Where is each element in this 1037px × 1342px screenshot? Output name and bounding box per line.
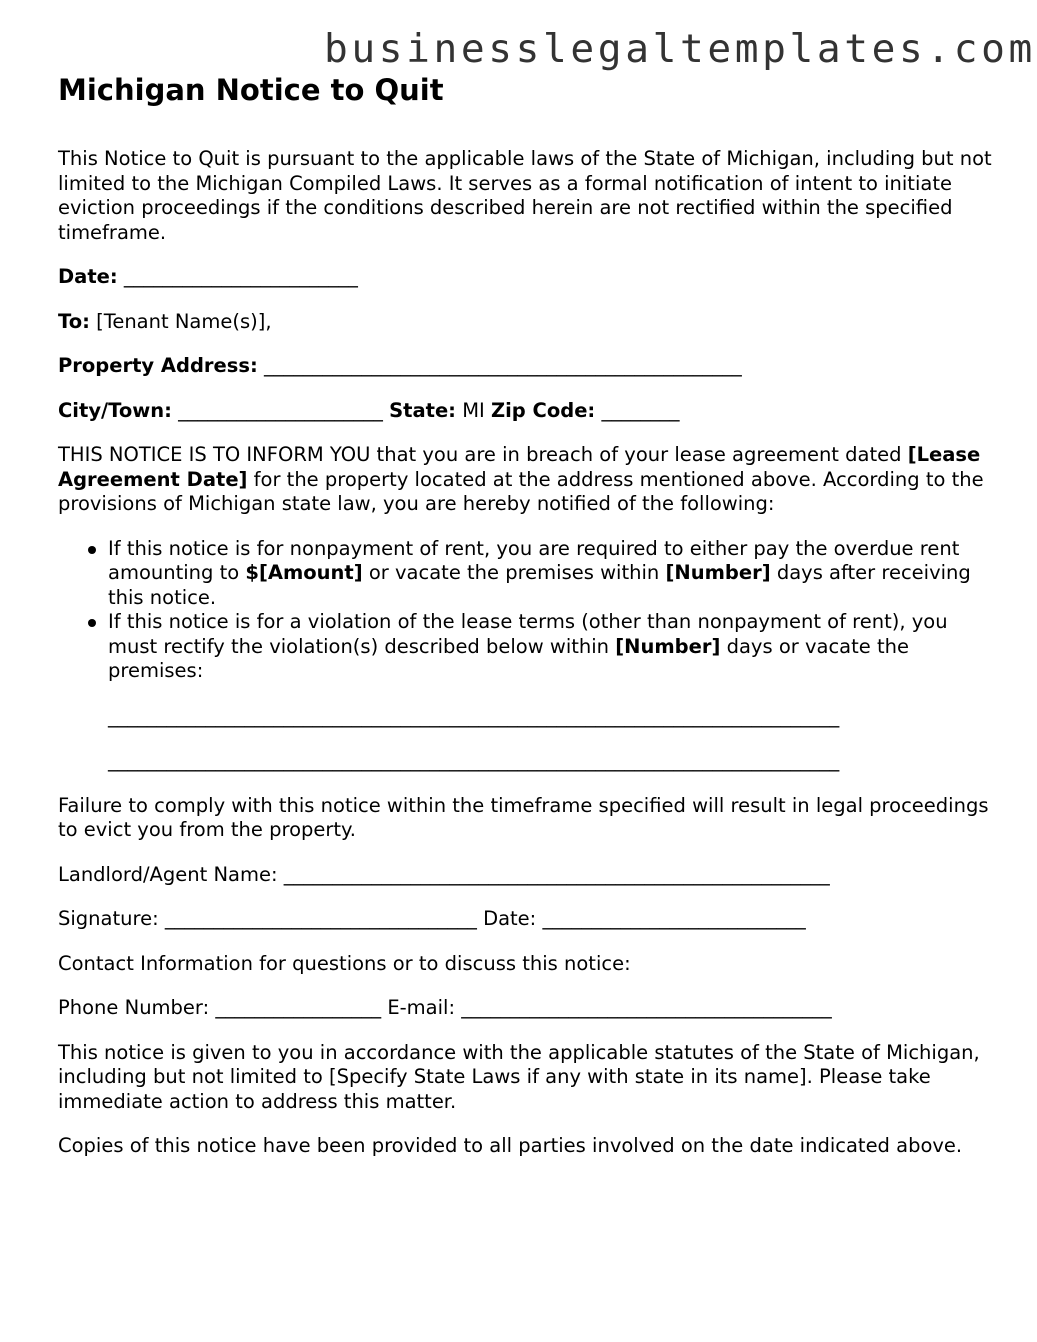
statutes-paragraph: This notice is given to you in accordance with the applicable statutes of the State of Michigan, including but not limited to [Specify State Laws if any with state in its name]. Please take immediate action to address this matter. <box>58 1040 980 1113</box>
document-title: Michigan Notice to Quit <box>58 73 444 107</box>
to-label: To: <box>58 309 90 333</box>
location-field <box>58 399 998 424</box>
bullet2-text-2: days or vacate the premises: <box>108 634 909 682</box>
state-label: State: <box>389 398 456 422</box>
copies-paragraph: Copies of this notice have been provided to all parties involved on the date indicated above. <box>58 1134 963 1157</box>
signature-date-label: Date: <box>483 907 537 930</box>
violation-lines <box>108 705 998 774</box>
failure-paragraph: Failure to comply with this notice within the timeframe specified will result in legal proceedings to evict you from the property. <box>58 793 989 841</box>
date-field <box>58 265 998 290</box>
intro-paragraph: This Notice to Quit is pursuant to the applicable laws of the State of Michigan, including but not limited to the Michigan Compiled Laws. It serves as a formal notification of intent to initiate eviction proceedings if the conditions described herein are not rectified within the specified timeframe. <box>58 147 992 244</box>
email-blank: ______________________________________ <box>461 996 832 1019</box>
bullet1-text-3: days after receiving this notice. <box>108 561 971 609</box>
signature-blank: ________________________________ <box>164 907 477 930</box>
property-address-label: Property Address: <box>58 354 258 377</box>
property-address-field <box>58 354 998 379</box>
signature-field <box>58 907 998 932</box>
conditions-list <box>58 537 998 684</box>
city-blank: _____________________ <box>178 398 383 422</box>
date-label: Date: <box>58 265 118 288</box>
document-page <box>58 70 998 1179</box>
to-field <box>58 310 998 335</box>
contact-field <box>58 996 998 1021</box>
violation-line: ___________________________________________________________________________ <box>108 749 840 772</box>
days-placeholder: [Number] <box>665 561 771 584</box>
bullet2-text-1: If this notice is for a violation of the lease terms (other than nonpayment of rent), you must rectify the violation(s) described below within <box>108 610 948 658</box>
bullet1-text-2: or vacate the premises within <box>362 561 666 584</box>
amount-placeholder: $[Amount] <box>245 561 363 584</box>
notice-text-2: for the property located at the address mentioned above. According to the provisions of Michigan state law, you are hereby notified of the following: <box>58 467 984 515</box>
phone-label: Phone Number: <box>58 996 210 1019</box>
lease-date-placeholder: [Lease Agreement Date] <box>58 443 981 491</box>
state-value: MI <box>462 398 485 422</box>
city-label: City/Town: <box>58 398 172 422</box>
date-blank: ________________________ <box>123 265 358 288</box>
property-address-blank: _________________________________________________ <box>264 354 742 377</box>
list-item <box>108 537 998 611</box>
watermark: businesslegaltemplates.com <box>324 26 1036 72</box>
bullet1-text-1: If this notice is for nonpayment of rent, you are required to either pay the overdue rent amounting to <box>108 536 960 584</box>
signature-date-blank: ___________________________ <box>542 907 806 930</box>
tenant-name-placeholder: [Tenant Name(s)], <box>96 309 272 333</box>
violation-line: ___________________________________________________________________________ <box>108 704 840 728</box>
notice-paragraph <box>58 443 998 517</box>
signature-label: Signature: <box>58 907 159 930</box>
phone-blank: _________________ <box>215 996 382 1019</box>
landlord-blank: ________________________________________________________ <box>283 862 830 886</box>
list-item <box>108 610 998 684</box>
landlord-label: Landlord/Agent Name: <box>58 862 278 886</box>
contact-intro: Contact Information for questions or to discuss this notice: <box>58 951 631 975</box>
days-placeholder: [Number] <box>615 634 721 658</box>
zip-label: Zip Code: <box>490 398 596 422</box>
notice-text-1: THIS NOTICE IS TO INFORM YOU that you are in breach of your lease agreement dated <box>58 443 908 466</box>
landlord-field <box>58 863 998 888</box>
email-label: E-mail: <box>387 996 456 1019</box>
zip-blank: ________ <box>601 398 680 422</box>
